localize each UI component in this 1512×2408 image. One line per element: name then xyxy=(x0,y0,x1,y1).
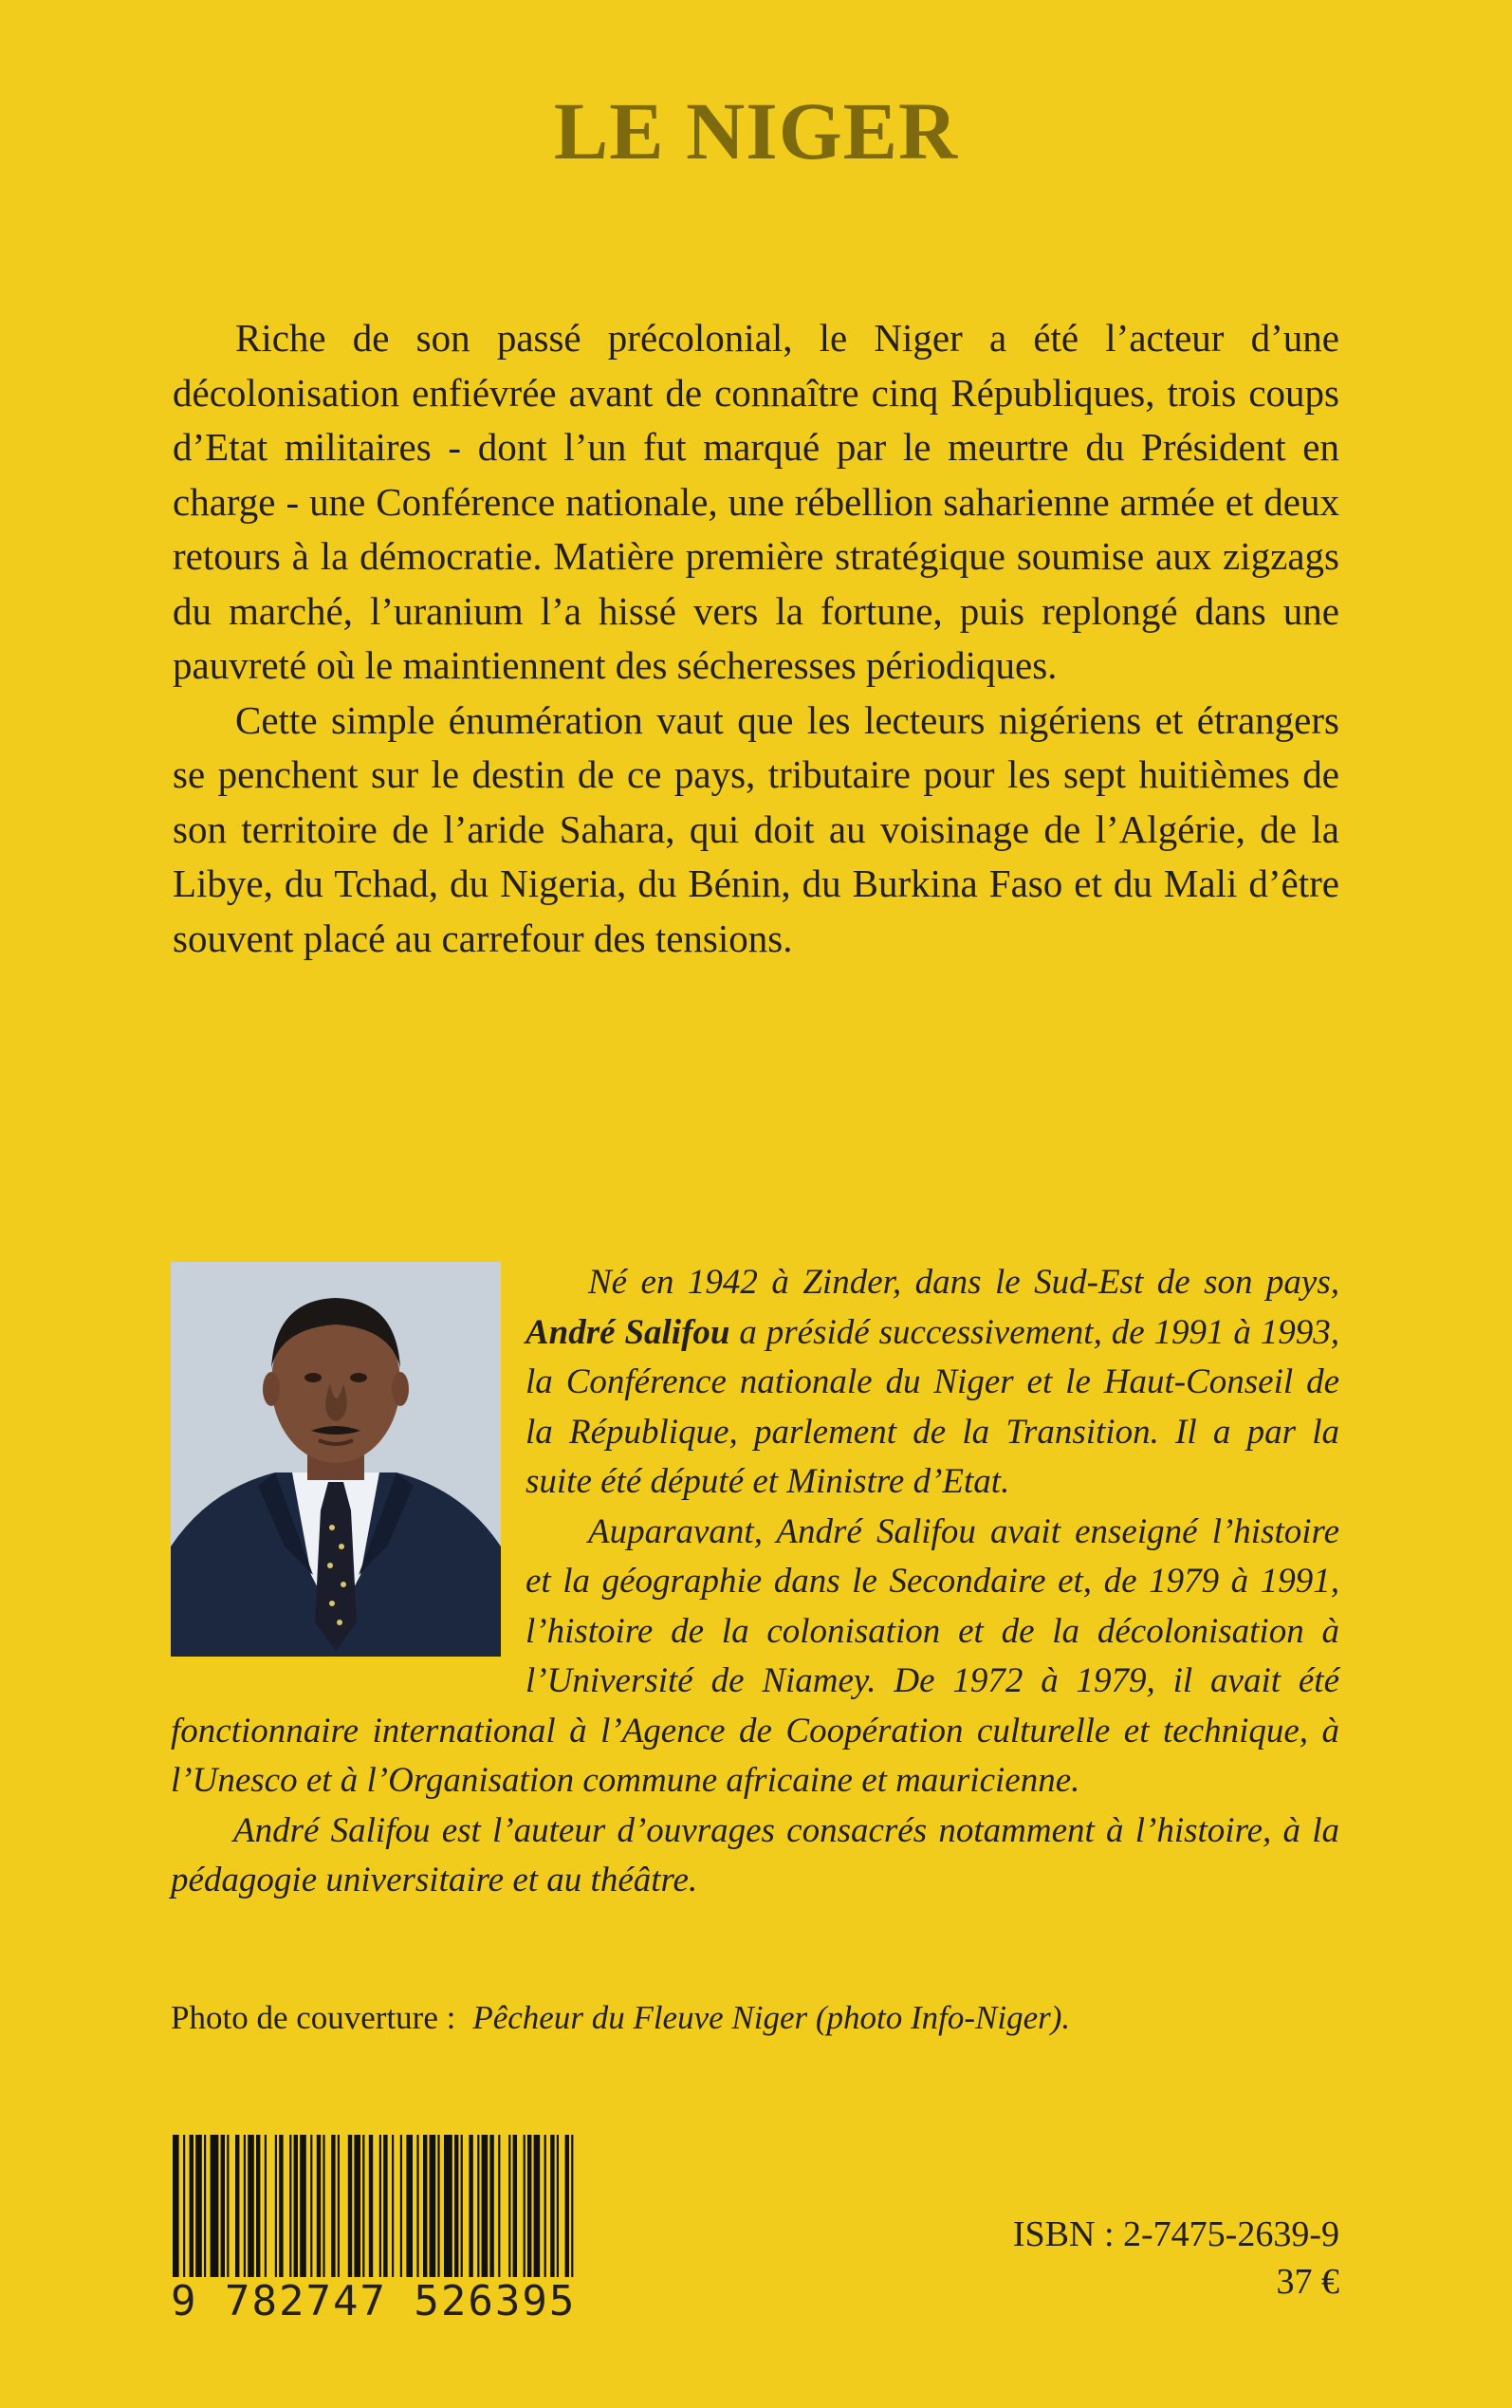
barcode-bar xyxy=(211,2135,219,2277)
cover-photo-credit xyxy=(171,1995,1339,2041)
barcode-bar xyxy=(477,2135,479,2277)
barcode-bar xyxy=(379,2135,381,2277)
barcode-bar xyxy=(423,2135,427,2277)
barcode-bar xyxy=(454,2135,458,2277)
barcode-bar xyxy=(348,2135,352,2277)
barcode-bar xyxy=(195,2135,202,2277)
barcode-bar xyxy=(279,2135,283,2277)
barcode-bar xyxy=(190,2135,194,2277)
barcode-bar xyxy=(383,2135,387,2277)
author-portrait-illustration xyxy=(171,1262,501,1657)
isbn-number: ISBN : 2-7475-2639-9 xyxy=(1012,2214,1339,2254)
barcode-bar xyxy=(437,2135,439,2277)
barcode-bar xyxy=(248,2135,254,2277)
barcode-bar xyxy=(400,2135,402,2277)
barcode-bar xyxy=(235,2135,239,2277)
barcode-bar xyxy=(469,2135,472,2277)
barcode-bar xyxy=(369,2135,373,2277)
barcode-bar xyxy=(317,2135,321,2277)
barcode-bar xyxy=(513,2135,517,2277)
barcode-bar xyxy=(416,2135,418,2277)
barcode-bar xyxy=(323,2135,324,2277)
barcode-bar xyxy=(527,2135,531,2277)
barcode-bar xyxy=(524,2135,526,2277)
credit-text: Pêcheur du Fleuve Niger (photo Info-Niger). xyxy=(472,1999,1071,2036)
barcode-bar xyxy=(289,2135,291,2277)
barcode-bar xyxy=(430,2135,436,2277)
book-title: LE NIGER xyxy=(553,85,959,176)
summary-paragraph-2: Cette simple énumération vaut que les lecteurs nigériens et étrangers se penchent sur le destin de ce pays, tributaire pour les sept huitièmes de son territoire de l’aride Sahara, qui doit au voisinage de l’Algérie, de la Libye, du Tchad, du Nigeria, du Bénin, du Burkina Faso et du Mali d’être souvent placé au carrefour des tensions. xyxy=(173,697,1339,960)
barcode-bar xyxy=(444,2135,452,2277)
barcode-bar xyxy=(265,2135,267,2277)
barcode-bar xyxy=(310,2135,312,2277)
barcode-bar xyxy=(557,2135,559,2277)
barcode-bar xyxy=(354,2135,360,2277)
barcode-bar xyxy=(244,2135,246,2277)
barcode-bar xyxy=(392,2135,394,2277)
barcode-bar xyxy=(204,2135,206,2277)
barcode-bar xyxy=(482,2135,489,2277)
author-name: André Salifou xyxy=(526,1312,730,1352)
barcode-digits: 9 782747 526395 xyxy=(171,2277,577,2325)
author-bio-paragraph-1: Né en 1942 à Zinder, dans le Sud-Est de son pays, André Salifou a présidé successivement, de 1991 à 1993, la Conférence nationale du Niger et le Haut-Conseil de la République, parlement de la Transition. Il a par la suite été député et Ministre d’Etat. xyxy=(526,1263,1340,1501)
author-bio-paragraph-3: André Salifou est l’auteur d’ouvrages consacrés notamment à l’histoire, à la pédagogie universitaire et au théâtre. xyxy=(171,1810,1339,1899)
barcode-bar xyxy=(508,2135,510,2277)
barcode-bar xyxy=(406,2135,413,2277)
barcode-bar xyxy=(362,2135,364,2277)
summary-paragraph-1: Riche de son passé précolonial, le Niger a été l’acteur d’une décolonisation enfiévrée avant de connaître cinq Républiques, trois coups d’Etat militaires - dont l’un fut marqué par le meurtre du Président en charge - une Conférence nationale, une rébellion saharienne armée et deux retours à la démocratie. Matière première stratégique soumise aux zigzags du marché, l’uranium l’a hissé vers la fortune, puis replongé dans une pauvreté où le maintiennent des sécheresses périodiques. xyxy=(173,316,1339,687)
barcode-bar xyxy=(300,2135,306,2277)
barcode xyxy=(171,2135,581,2277)
barcode-bar xyxy=(331,2135,335,2277)
credit-label: Photo de couverture : xyxy=(171,1999,456,2036)
barcode-bar xyxy=(571,2135,573,2277)
book-summary xyxy=(173,311,1339,966)
author-bio-paragraph-2: Auparavant, André Salifou avait enseigné l’histoire et la géographie dans le Secondaire et, de 1979 à 1991, l’histoire de la colonisation et de la décolonisation à l’Université de Niamey. De 1972 à 1979, il avait été fonctionnaire international à l’Agence de Coopération culturelle et technique, à l’Unesco et à l’Organisation commune africaine et mauricienne. xyxy=(171,1511,1339,1800)
price: 37 € xyxy=(1276,2262,1339,2302)
barcode-bar xyxy=(173,2135,179,2277)
isbn-block xyxy=(1013,2211,1339,2306)
barcode-bar xyxy=(227,2135,229,2277)
barcode-bar xyxy=(461,2135,463,2277)
barcode-bar xyxy=(550,2135,554,2277)
barcode-bar xyxy=(294,2135,298,2277)
barcode-bar xyxy=(565,2135,569,2277)
barcode-bar xyxy=(221,2135,225,2277)
barcode-bar xyxy=(275,2135,277,2277)
barcode-bar xyxy=(489,2135,493,2277)
author-photo xyxy=(171,1262,501,1657)
barcode-bar xyxy=(498,2135,500,2277)
author-bio xyxy=(171,1258,1339,1906)
barcode-bar xyxy=(338,2135,340,2277)
barcode-bar xyxy=(534,2135,541,2277)
barcode-bar xyxy=(544,2135,546,2277)
barcode-bar xyxy=(256,2135,260,2277)
barcode-bar xyxy=(183,2135,185,2277)
